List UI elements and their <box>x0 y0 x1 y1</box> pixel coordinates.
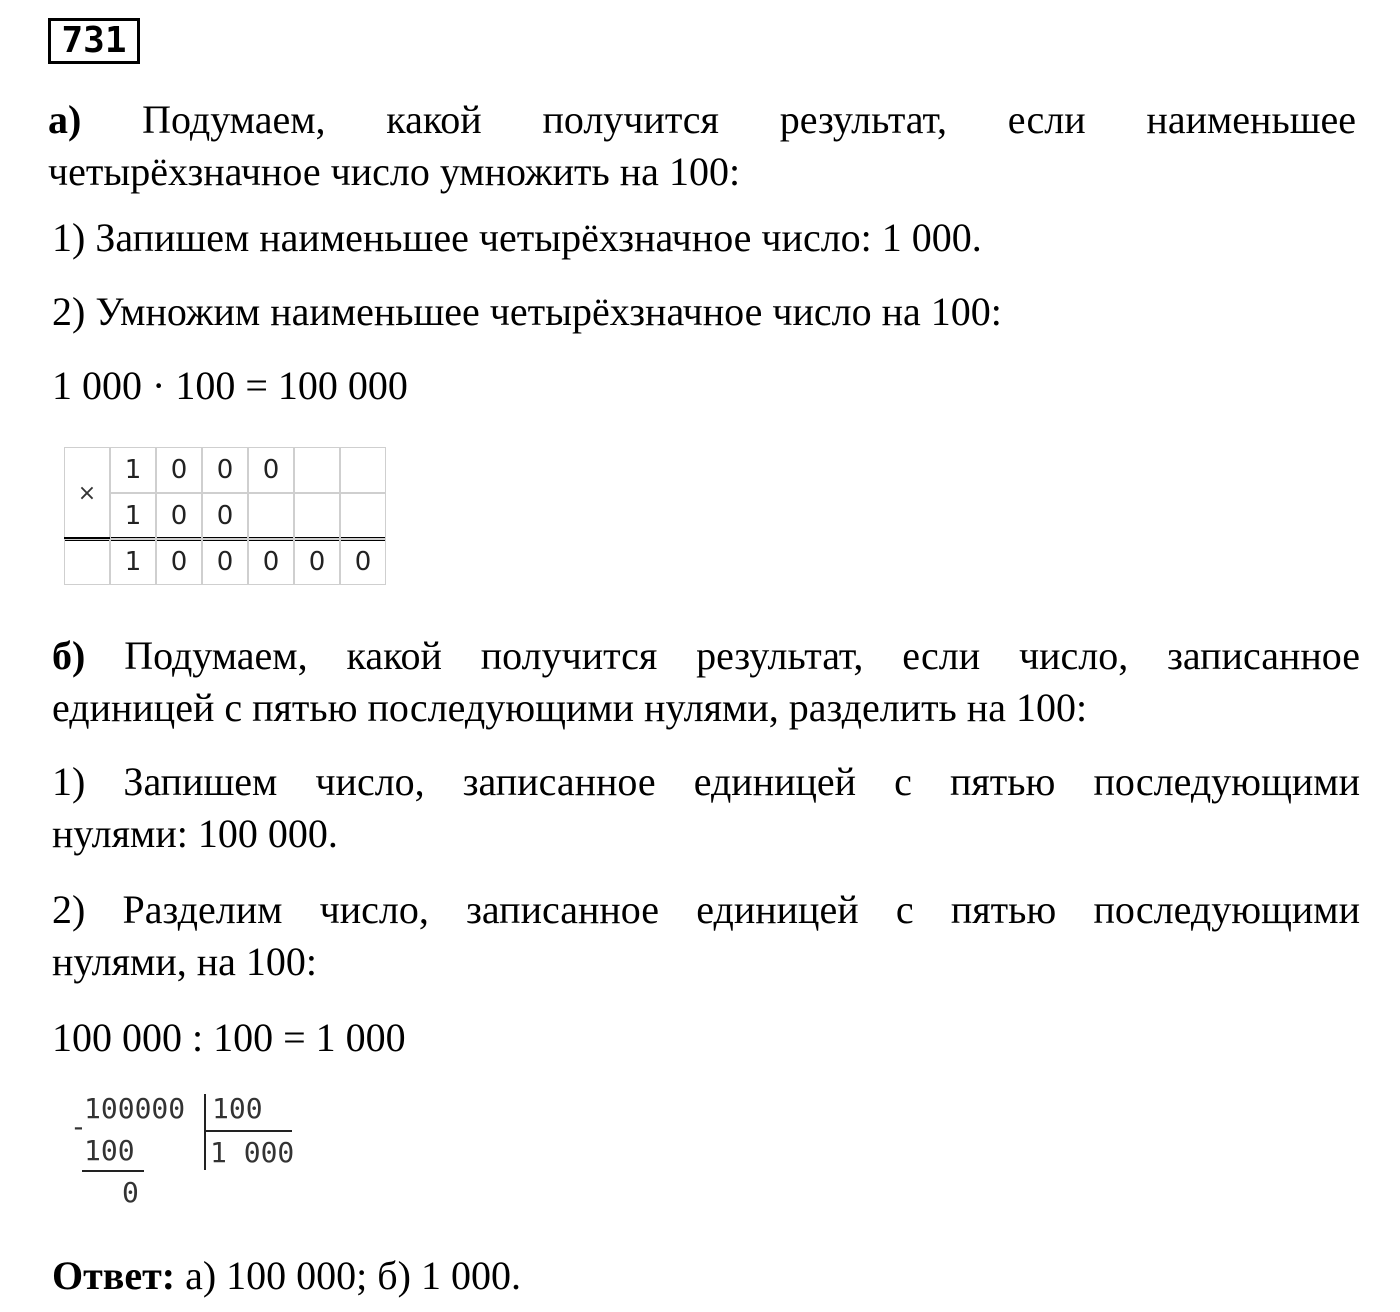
row2-digit: 0 <box>156 493 202 539</box>
part-b-intro-line1 <box>52 630 1360 682</box>
result-digit: 0 <box>248 539 294 585</box>
row1-digit: 0 <box>248 447 294 493</box>
result-digit: 0 <box>294 539 340 585</box>
answer-label: Ответ: <box>52 1253 176 1298</box>
part-a-intro-line2: четырёхзначное число умножить на 100: <box>48 149 741 194</box>
row2-digit <box>340 493 386 539</box>
row2-digit: 0 <box>202 493 248 539</box>
row2-digit <box>248 493 294 539</box>
row1-digit: 0 <box>202 447 248 493</box>
part-b-step2-line2: нулями, на 100: <box>52 939 317 984</box>
row1-digit: 1 <box>110 447 156 493</box>
division-subtrahend: 100 <box>84 1134 135 1167</box>
division-dividend: 100000 <box>84 1092 186 1125</box>
part-a-equation: 1 000 · 100 = 100 000 <box>52 363 408 408</box>
part-a-step2: 2) Умножим наименьшее четырёхзначное число на 100: <box>52 289 1002 334</box>
result-digit: 1 <box>110 539 156 585</box>
division-divisor: 100 <box>212 1092 263 1125</box>
row1-digit <box>294 447 340 493</box>
multiply-sign: × <box>64 447 110 539</box>
answer-text: а) 100 000; б) 1 000. <box>185 1253 521 1298</box>
part-b-step2-line1: 2) Разделим число, записанное единицей с пятью последующими <box>52 887 1360 932</box>
row1-digit <box>340 447 386 493</box>
problem-number: 731 <box>48 18 140 64</box>
division-quotient-line <box>206 1130 292 1132</box>
row2-digit: 1 <box>110 493 156 539</box>
part-b-step1-line1: 1) Запишем число, записанное единицей с пятью последующими <box>52 759 1360 804</box>
part-b-intro-text: Подумаем, какой получится результат, если число, записанное <box>124 633 1361 678</box>
part-b-equation: 100 000 : 100 = 1 000 <box>52 1015 406 1060</box>
part-b-label: б) <box>52 633 86 678</box>
answer-line <box>52 1250 521 1302</box>
division-minus: - <box>70 1110 87 1143</box>
part-a-intro-text: Подумаем, какой получится результат, если наименьшее <box>142 97 1357 142</box>
division-subtract-line <box>82 1170 144 1172</box>
part-b-step1-line2: нулями: 100 000. <box>52 811 338 856</box>
division-remainder: 0 <box>122 1176 139 1209</box>
division-quotient: 1 000 <box>210 1136 295 1169</box>
part-a-intro-line1 <box>48 94 1356 146</box>
division-vertical-line <box>204 1094 206 1170</box>
result-digit: 0 <box>202 539 248 585</box>
result-empty-cell <box>64 539 110 585</box>
result-digit: 0 <box>156 539 202 585</box>
part-a-step1: 1) Запишем наименьшее четырёхзначное число: 1 000. <box>52 215 982 260</box>
row2-digit <box>294 493 340 539</box>
result-digit: 0 <box>340 539 386 585</box>
part-b-intro-line2: единицей с пятью последующими нулями, разделить на 100: <box>52 685 1088 730</box>
row1-digit: 0 <box>156 447 202 493</box>
part-a-label: а) <box>48 97 82 142</box>
multiplication-column <box>64 447 386 585</box>
